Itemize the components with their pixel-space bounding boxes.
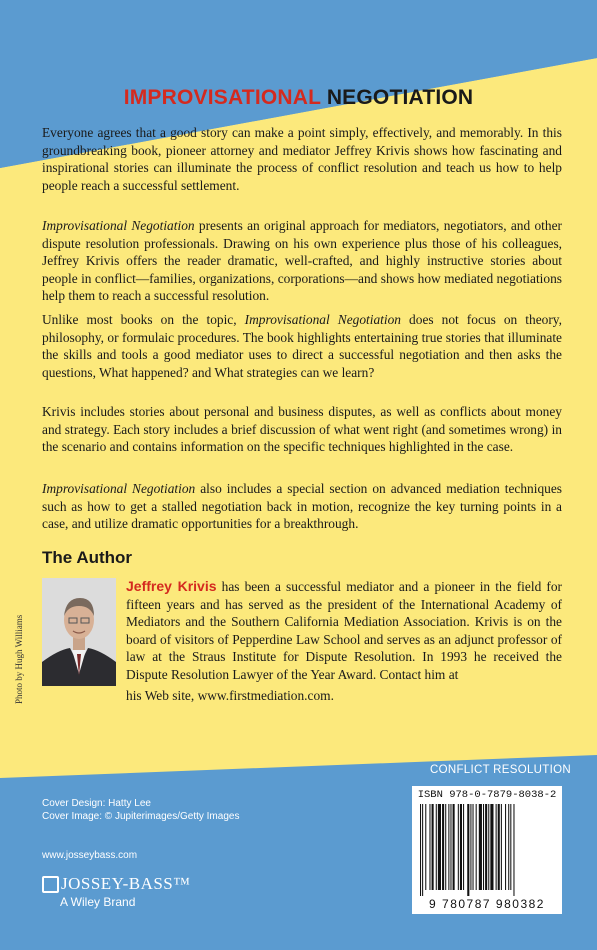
- author-bio-text: has been a successful mediator and a pioneer in the field for fifteen years and has served as the president of the International Academy of Mediators and the Southern California Mediation Association. Krivis is on the board of visitors of Pepperdine Law School and serves as an adjunct professor of law at the Straus Institute for Dispute Resolution. In 1993 he received the Dispute Resolution Lawyer of the Year Award. Contact him at: [126, 579, 562, 682]
- paragraph-3-text-a: Unlike most books on the topic,: [42, 312, 245, 327]
- paragraph-1: Everyone agrees that a good story can make a point simply, effectively, and memorably. In this groundbreaking book, pioneer attorney and mediator Jeffrey Krivis shows how fascinating and inspirational stories can illuminate the process of conflict resolution and teach us how to help people reach a successful settlement.: [42, 125, 562, 193]
- author-bio: [126, 578, 562, 684]
- paragraph-4: Krivis includes stories about personal and business disputes, as well as conflicts about money and strategy. Each story includes a brief discussion of what went right (and sometimes wrong) in the scenario and contains information on the specific techniques highlighted in the case.: [42, 404, 562, 455]
- book-title: [0, 86, 597, 110]
- publisher-brand: A Wiley Brand: [60, 895, 136, 909]
- category-label: CONFLICT RESOLUTION: [430, 764, 571, 776]
- publisher-name: JOSSEY-BASS™: [61, 874, 191, 893]
- paragraph-3-text-b: does not focus on theory, philosophy, or formulaic procedures. The book highlights entertaining true stories that illuminate the skills and tools a good mediator uses to direct a successful negotiation and then asks the questions, What happened? and What strategies can we learn?: [42, 312, 562, 380]
- paragraph-3: [42, 311, 562, 381]
- paragraph-5: [42, 480, 562, 533]
- publisher-url: www.josseybass.com: [42, 850, 138, 861]
- isbn-barcode: [412, 786, 562, 914]
- barcode-digits: 9 780787 980382: [429, 897, 545, 911]
- jossey-bass-logo-icon: [42, 876, 59, 893]
- author-name: Jeffrey Krivis: [126, 578, 217, 594]
- paragraph-5-text: also includes a special section on advanced mediation techniques such as how to get a stalled negotiation back in motion, recognize the key turning points in a case, and utilize dramatic opportunities for a breakthrough.: [42, 481, 562, 532]
- cover-design-credit: Cover Design: Hatty Lee: [42, 798, 151, 809]
- author-photo: [42, 578, 116, 686]
- photo-credit: Photo by Hugh Williams: [14, 614, 24, 704]
- author-website: his Web site, www.firstmediation.com.: [126, 688, 334, 703]
- title-part-black: NEGOTIATION: [320, 86, 474, 109]
- barcode-bars: [420, 804, 554, 896]
- book-title-italic: Improvisational Negotiation: [42, 481, 196, 496]
- book-title-italic: Improvisational Negotiation: [42, 218, 195, 233]
- cover-image-credit: Cover Image: © Jupiterimages/Getty Images: [42, 811, 240, 822]
- paragraph-2-text: presents an original approach for mediators, negotiators, and other dispute resolution professionals. Drawing on his own experience plus those of his colleagues, Jeffrey Krivis offers the reader dramatic, well-crafted, and highly instructive stories about people in conflict—families, organizations, corporations—and shows how mediated negotiations help them to reach a successful resolution.: [42, 218, 562, 304]
- isbn-text: ISBN 978-0-7879-8038-2: [417, 789, 557, 801]
- author-heading: The Author: [42, 548, 133, 567]
- publisher-logo: [42, 874, 190, 909]
- paragraph-2: [42, 217, 562, 305]
- cover-credits: [42, 797, 239, 823]
- book-title-italic: Improvisational Negotiation: [244, 312, 401, 327]
- title-part-red: IMPROVISATIONAL: [123, 86, 321, 109]
